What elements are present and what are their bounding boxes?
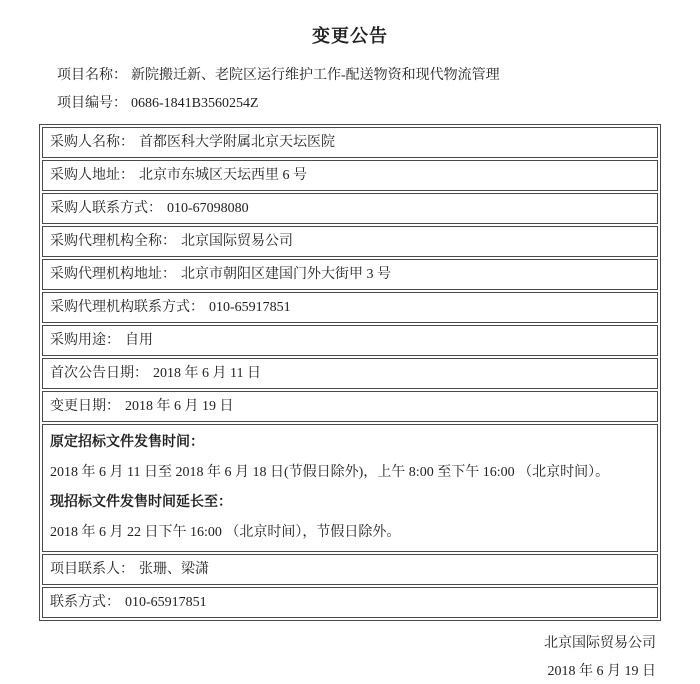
row-value: 自用 (125, 333, 153, 348)
original-sale-time-label: 原定招标文件发售时间： (50, 435, 204, 450)
row-value: 北京国际贸易公司 (181, 234, 293, 249)
row-label: 采购人联系方式： (50, 201, 162, 216)
row-value: 2018 年 6 月 19 日 (125, 399, 234, 414)
project-name-value: 新院搬迁新、老院区运行维护工作-配送物资和现代物流管理 (131, 68, 500, 83)
row-label: 首次公告日期： (50, 366, 148, 381)
extended-sale-time-label: 现招标文件发售时间延长至： (50, 495, 232, 510)
row-label: 采购代理机构地址： (50, 267, 176, 282)
page-title: 变更公告 (312, 26, 388, 46)
row-purchaser-contact (42, 193, 658, 224)
project-number-line (57, 90, 700, 118)
project-name-label: 项目名称： (57, 68, 127, 83)
row-label: 变更日期： (50, 399, 120, 414)
extended-sale-time-value: 2018 年 6 月 22 日下午 16:00 （北京时间），节假日除外。 (50, 525, 401, 540)
row-label: 采购用途： (50, 333, 120, 348)
row-purchaser-address (42, 160, 658, 191)
project-name-line (57, 62, 700, 90)
row-agency-contact (42, 292, 658, 323)
project-number-value: 0686-1841B3560254Z (131, 96, 259, 111)
project-number-label: 项目编号： (57, 96, 127, 111)
row-first-announcement-date (42, 358, 658, 389)
project-meta (57, 62, 700, 118)
row-agency-name (42, 226, 658, 257)
row-contact-method (42, 587, 658, 618)
signature-date: 2018 年 6 月 19 日 (547, 664, 656, 679)
announcement-info-table (39, 124, 661, 621)
row-procurement-use (42, 325, 658, 356)
row-bid-doc-sale-time (42, 424, 658, 552)
row-label: 项目联系人： (50, 562, 134, 577)
row-value: 张珊、梁潇 (139, 562, 209, 577)
signature-agency: 北京国际贸易公司 (544, 636, 656, 651)
row-label: 采购代理机构全称： (50, 234, 176, 249)
row-value: 010-65917851 (209, 300, 291, 315)
row-label: 联系方式： (50, 595, 120, 610)
row-agency-address (42, 259, 658, 290)
row-purchaser-name (42, 127, 658, 158)
row-project-contact (42, 554, 658, 585)
row-label: 采购代理机构联系方式： (50, 300, 204, 315)
row-label: 采购人地址： (50, 168, 134, 183)
row-label: 采购人名称： (50, 135, 134, 150)
signature-block (0, 630, 656, 684)
original-sale-time-value: 2018 年 6 月 11 日至 2018 年 6 月 18 日(节假日除外)，上午 8:00 至下午 16:00 （北京时间）。 (50, 465, 610, 480)
row-value: 北京市东城区天坛西里 6 号 (139, 168, 307, 183)
row-value: 北京市朝阳区建国门外大街甲 3 号 (181, 267, 391, 282)
row-value: 010-65917851 (125, 595, 207, 610)
row-value: 2018 年 6 月 11 日 (153, 366, 261, 381)
row-change-date (42, 391, 658, 422)
row-value: 010-67098080 (167, 201, 249, 216)
row-value: 首都医科大学附属北京天坛医院 (139, 135, 335, 150)
